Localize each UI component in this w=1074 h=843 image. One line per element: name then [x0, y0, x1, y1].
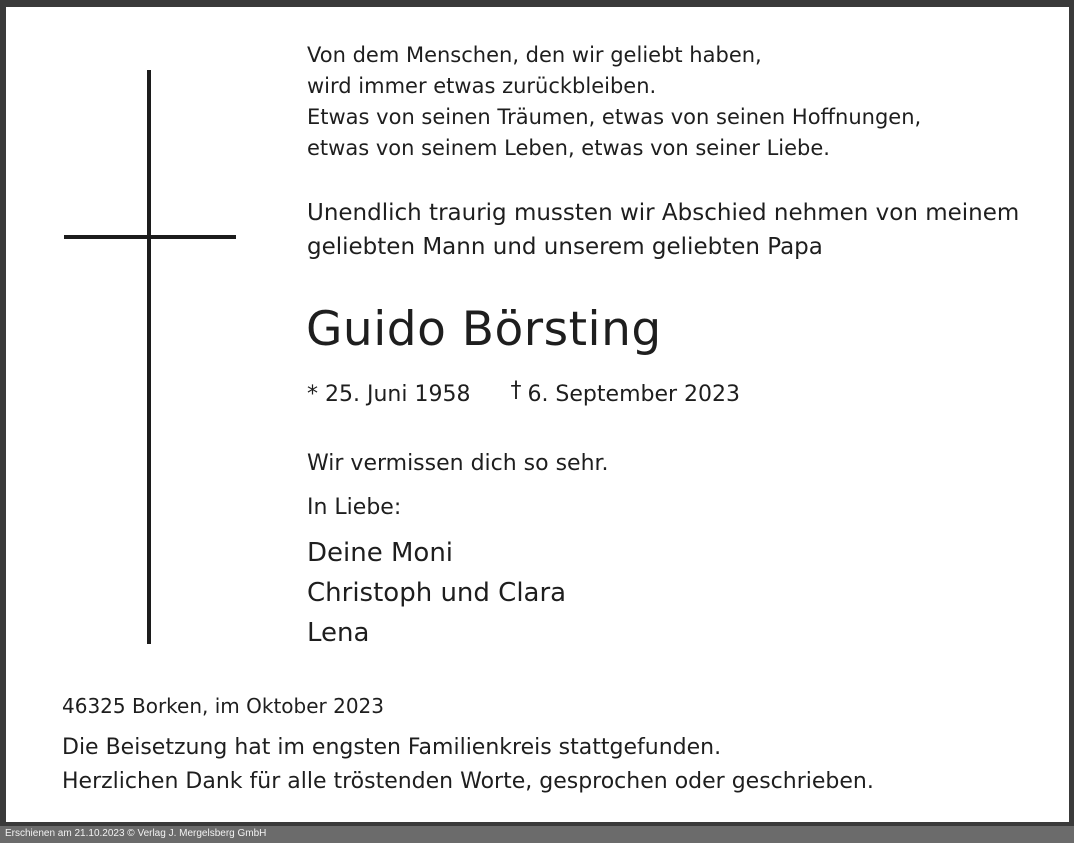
signer: Lena	[307, 618, 370, 648]
footer-bar	[0, 826, 1074, 843]
deceased-name: Guido Börsting	[306, 302, 662, 357]
intro-line: geliebten Mann und unserem geliebten Papa	[307, 234, 823, 260]
signer: Deine Moni	[307, 538, 454, 568]
miss-text: Wir vermissen dich so sehr.	[307, 451, 609, 476]
signers-block	[307, 533, 566, 653]
intro-line: Unendlich traurig mussten wir Abschied nehmen von meinem	[307, 200, 1020, 226]
poem-line: Von dem Menschen, den wir geliebt haben,	[307, 43, 762, 67]
poem-line: Etwas von seinen Träumen, etwas von seinen Hoffnungen,	[307, 105, 922, 129]
closing-line: Die Beisetzung hat im engsten Familienkreis stattgefunden.	[62, 735, 722, 760]
birth-date: * 25. Juni 1958	[307, 382, 471, 407]
signer: Christoph und Clara	[307, 578, 567, 608]
dagger-icon: †	[510, 378, 522, 403]
poem-line: etwas von seinem Leben, etwas von seiner Liebe.	[307, 136, 830, 160]
life-dates	[307, 380, 740, 410]
intro-block	[307, 196, 1019, 264]
love-text: In Liebe:	[307, 495, 402, 520]
poem-block	[307, 40, 921, 164]
cross-horizontal-beam	[64, 235, 236, 239]
place-date: 46325 Borken, im Oktober 2023	[62, 694, 385, 718]
poem-line: wird immer etwas zurückbleiben.	[307, 74, 657, 98]
cross-vertical-beam	[147, 70, 151, 644]
closing-line: Herzlichen Dank für alle tröstenden Worte, gesprochen oder geschrieben.	[62, 769, 874, 794]
death-date: 6. September 2023	[527, 382, 741, 407]
publication-note: Erschienen am 21.10.2023 © Verlag J. Mergelsberg GmbH	[5, 828, 267, 839]
closing-block	[62, 731, 874, 799]
